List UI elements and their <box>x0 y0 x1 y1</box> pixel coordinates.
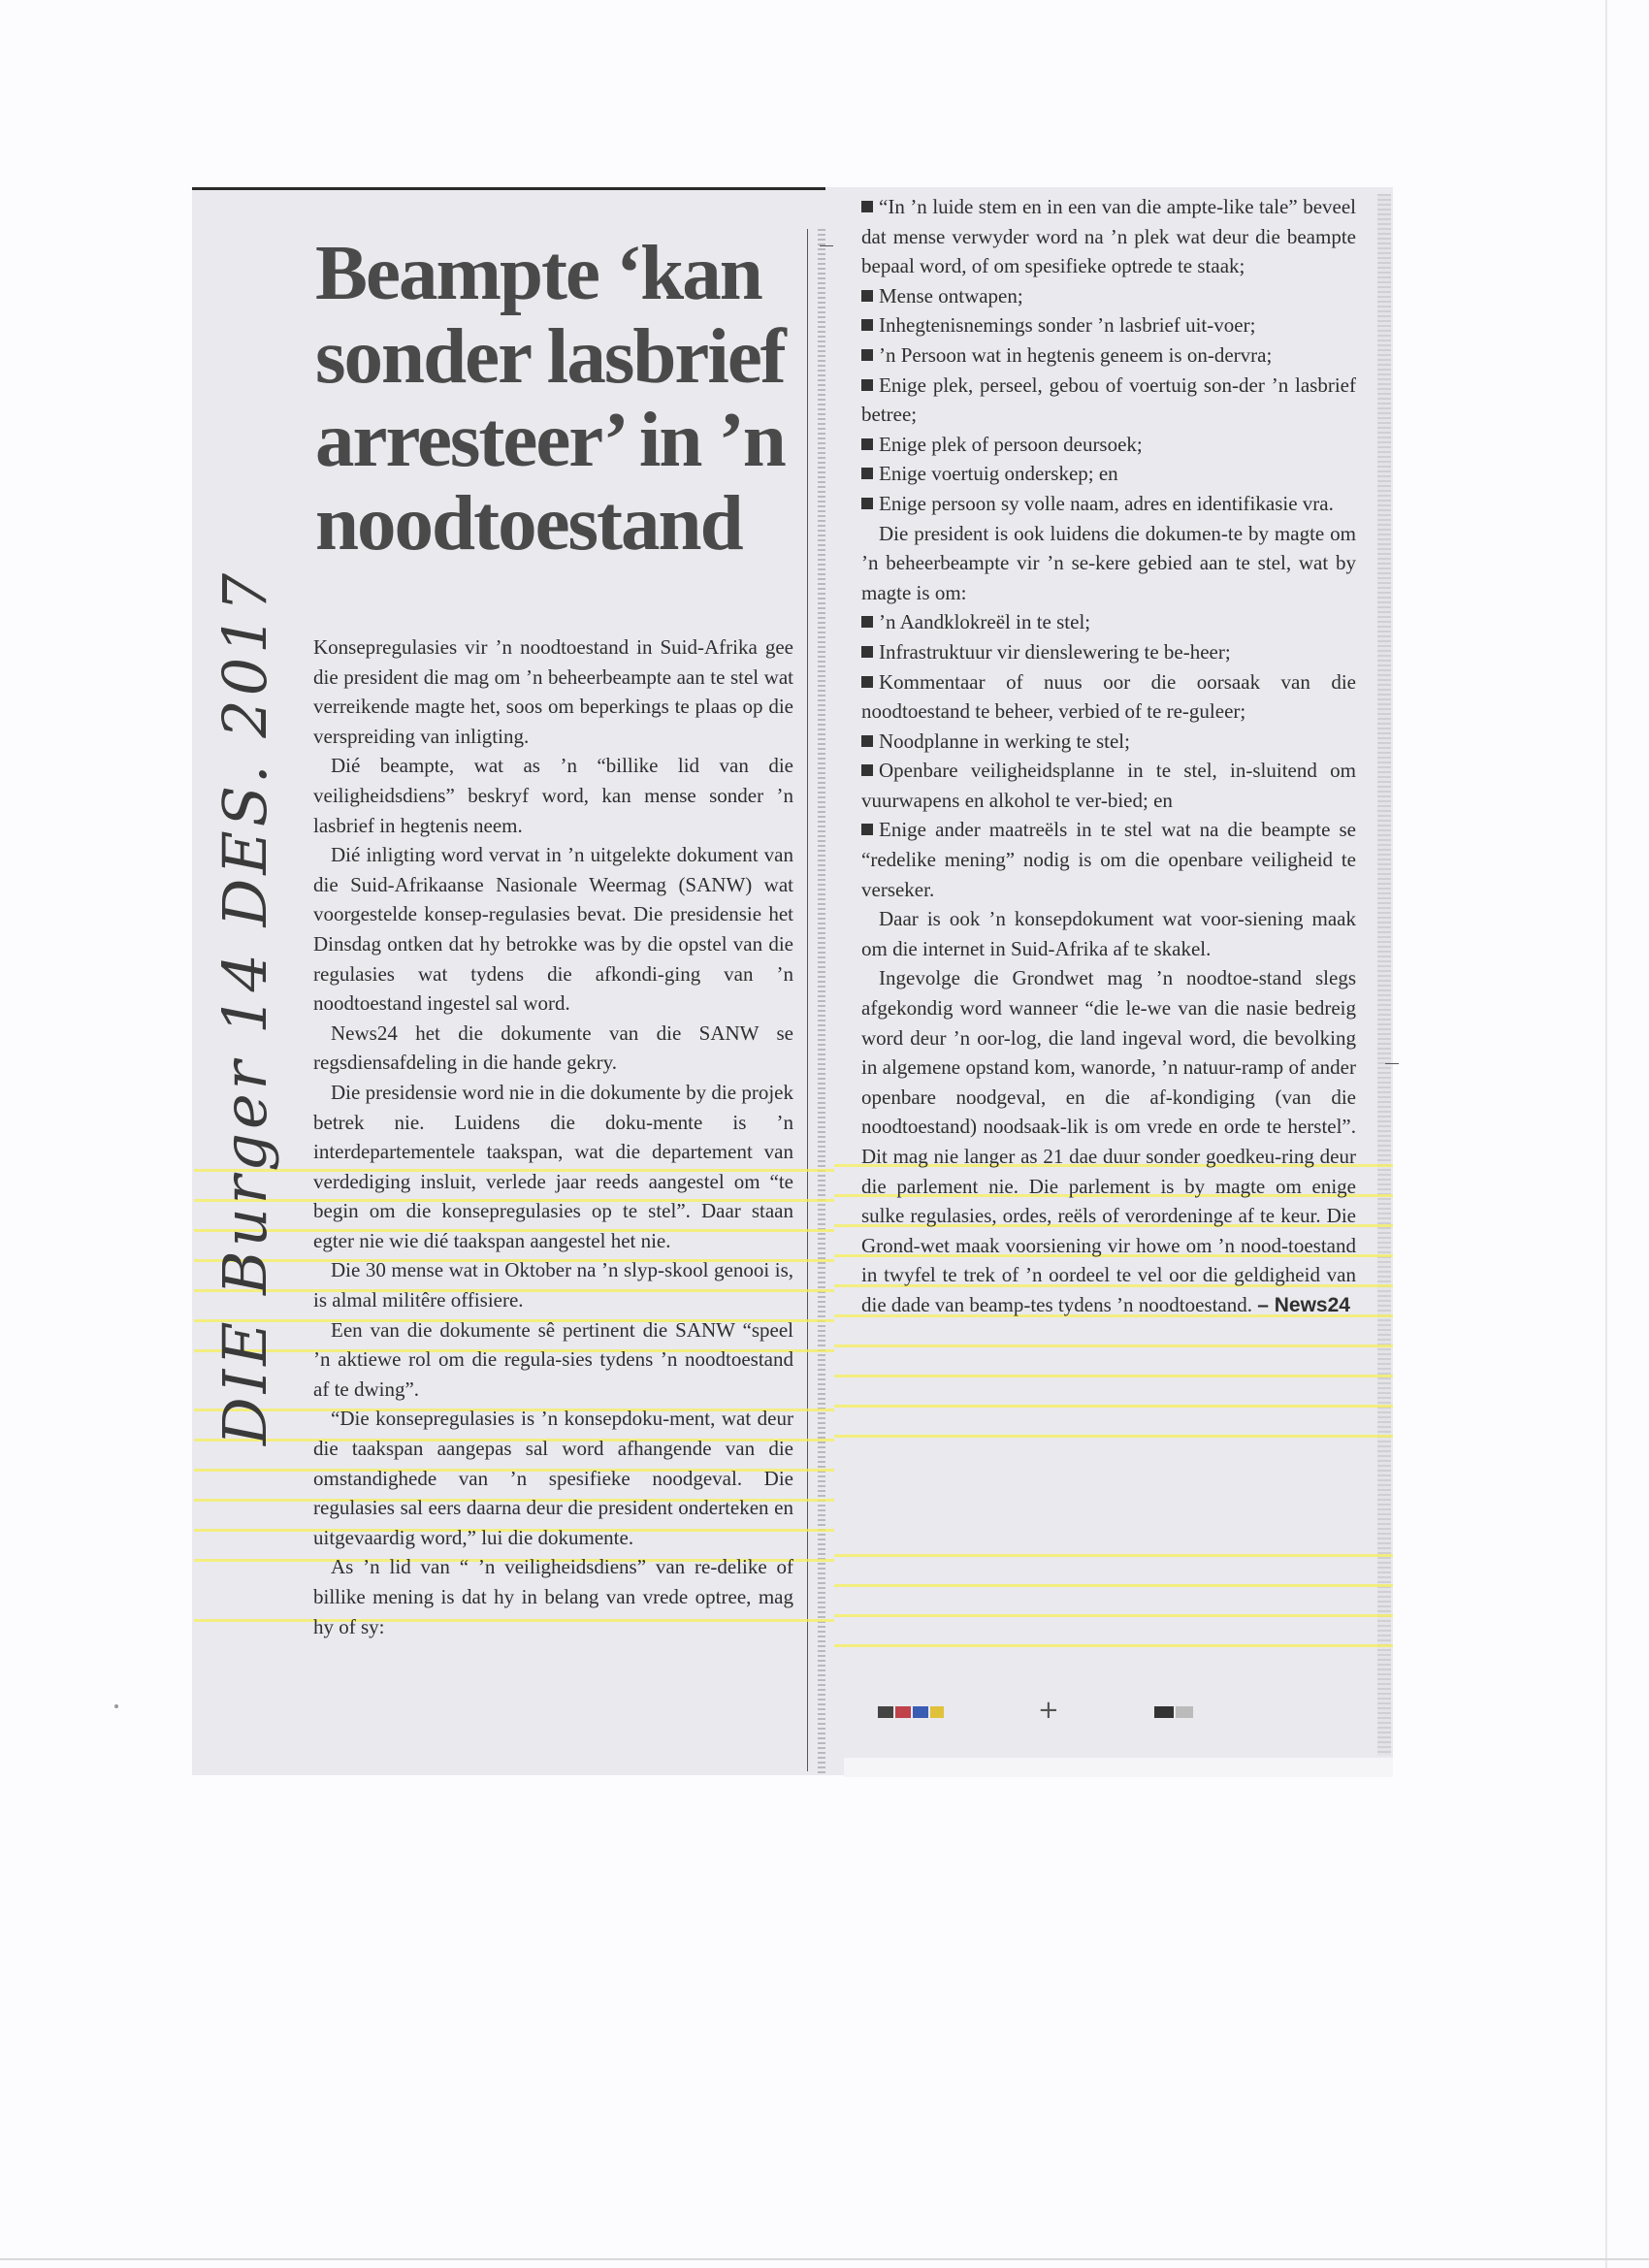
headline-line: Beampte ‘kan <box>315 229 761 316</box>
column-divider-dotted <box>818 229 825 1773</box>
list-item <box>861 281 1356 311</box>
list-item <box>861 371 1356 430</box>
color-registration-icon <box>878 1702 955 1720</box>
paragraph: Konsepregulasies vir ’n noodtoestand in Suid-Afrika gee die president die mag om ’n beheerbeampte aan te stel wat verreikende magte het, soos om beperkings te plaas op die verspreiding van inligting. <box>313 635 793 748</box>
list-item-text: Openbare veiligheidsplanne in te stel, in-sluitend om vuurwapens en alkohol te ver-bied; en <box>861 759 1356 812</box>
square-bullet-icon <box>861 201 873 212</box>
list-item-text: ’n Persoon wat in hegtenis geneem is on-dervra; <box>879 342 1273 367</box>
list-item <box>861 310 1356 340</box>
list-item <box>861 607 1356 637</box>
paragraph: Dié beampte, wat as ’n “billike lid van die veiligheidsdiens” beskryf word, kan mense sonder ’n lasbrief in hegtenis neem. <box>313 754 793 837</box>
paragraph: Die president is ook luidens die dokumen-te by magte om ’n beheerbeampte vir ’n se-kere gebied aan te stel, wat by magte is om: <box>861 521 1356 604</box>
paragraph: As ’n lid van “ ’n veiligheidsdiens” van re-delike of billike mening is dat hy in belang van vrede optree, mag hy of sy: <box>313 1555 793 1638</box>
grayscale-patch-icon <box>1154 1702 1212 1720</box>
highlighter-stroke <box>834 1435 1393 1438</box>
registration-cross-icon: + <box>1038 1696 1059 1725</box>
torn-paper-edge <box>844 1758 1393 1777</box>
column-divider <box>807 229 808 1771</box>
headline-line: arresteer’ in ’n <box>315 396 785 483</box>
square-bullet-icon <box>861 290 873 302</box>
list-item <box>861 667 1356 727</box>
list-item-text: Inhegtenisnemings sonder ’n lasbrief uit-voer; <box>879 313 1256 338</box>
divider-tick <box>1385 1063 1399 1064</box>
article-column-left <box>313 632 793 1641</box>
square-bullet-icon <box>861 319 873 331</box>
paragraph: Die presidensie word nie in die dokumente by die projek betrek nie. Luidens die doku-mente is ’n interdepartementele taakspan, wat die departement van verdediging insluit, verlede jaar reeds aangestel om “te begin om die konsepregulasies op te stel”. Daar staan egter nie wie dié taakspan aangestel het nie. <box>313 1080 793 1252</box>
list-item <box>861 727 1356 757</box>
highlighter-stroke <box>834 1584 1393 1587</box>
list-item-text: Kommentaar of nuus oor die oorsaak van die noodtoestand te beheer, verbied of te re-guleer; <box>861 669 1356 724</box>
headline-line: noodtoestand <box>315 479 742 567</box>
list-item-text: Enige persoon sy volle naam, adres en identifikasie vra. <box>879 491 1334 515</box>
highlighter-stroke <box>834 1644 1393 1647</box>
byline-signoff: – News24 <box>1257 1293 1350 1316</box>
square-bullet-icon <box>861 735 873 747</box>
square-bullet-icon <box>861 349 873 361</box>
list-item-text: Mense ontwapen; <box>879 283 1023 308</box>
list-item <box>861 637 1356 667</box>
paragraph: Een van die dokumente sê pertinent die SANW “speel ’n aktiewe rol om die regula-sies tydens ’n noodtoestand af te dwing”. <box>313 1317 793 1401</box>
handwritten-annotation: DIE Burger 14 DES. 2017 <box>210 568 280 1445</box>
highlighter-stroke <box>834 1345 1393 1347</box>
article-headline <box>315 231 800 565</box>
list-item <box>861 340 1356 371</box>
highlighter-stroke <box>834 1405 1393 1408</box>
paragraph: Daar is ook ’n konsepdokument wat voor-siening maak om die internet in Suid-Afrika af te skakel. <box>861 907 1356 960</box>
list-item-text: ’n Aandklokreël in te stel; <box>879 610 1091 634</box>
list-item-text: Enige plek, perseel, gebou of voertuig son-der ’n lasbrief betree; <box>861 373 1356 427</box>
list-item <box>861 430 1356 460</box>
paragraph-text: Ingevolge die Grondwet mag ’n noodtoe-stand slegs afgekondig word wanneer “die le-we van die nasie bedreig word deur ’n oor-log, die land ingeval word, die bevolking in algemene opstand kom, wanorde, ’n natuur-ramp of ander openbare noodgeval, en die af-kondiging (van die noodtoestand) noodsaak-lik is om vrede en orde te herstel”. Dit mag nie langer as 21 dae duur sonder goedkeu-ring deur die parlement nie. Die parlement is by magte om enige sulke regulasies, ordes, reëls of verordeninge af te keur. Die Grond-wet maak voorsiening vir howe om ’n nood-toestand in twyfel te trek of ’n oordeel te vel oor die geldigheid van die dade van beamp-tes tydens ’n noodtoestand. <box>861 966 1356 1316</box>
highlighter-stroke <box>834 1375 1393 1377</box>
list-item-text: Enige ander maatreëls in te stel wat na die beampte se “redelike mening” nodig is om die openbare veiligheid te verseker. <box>861 818 1356 901</box>
print-color-bar <box>878 1702 955 1720</box>
print-gray-bar <box>1154 1702 1212 1720</box>
highlighter-stroke <box>834 1614 1393 1617</box>
list-item <box>861 756 1356 815</box>
square-bullet-icon <box>861 764 873 776</box>
headline-line: sonder lasbrief <box>315 312 785 400</box>
list-item <box>861 192 1356 281</box>
paragraph <box>861 963 1356 1320</box>
paragraph: News24 het die dokumente van die SANW se regsdiensafdeling in die hande gekry. <box>313 1021 793 1075</box>
paragraph: Dié inligting word vervat in ’n uitgelekte dokument van die Suid-Afrikaanse Nasionale Weermag (SANW) wat voorgestelde konsep-regulasies bevat. Die presidensie het Dinsdag ontken dat hy betrokke was by die opstel van die regulasies wat tydens die afkondi-ging van ’n noodtoestand ingestel sal word. <box>313 843 793 1016</box>
highlighter-stroke <box>834 1554 1393 1557</box>
square-bullet-icon <box>861 498 873 509</box>
paragraph: Die 30 mense wat in Oktober na ’n slyp-skool genooi is, is almal militêre offisiere. <box>313 1258 793 1312</box>
square-bullet-icon <box>861 379 873 391</box>
square-bullet-icon <box>861 646 873 658</box>
square-bullet-icon <box>861 438 873 450</box>
paragraph: “Die konsepregulasies is ’n konsepdoku-ment, wat deur die taakspan aangepas sal word afhangende van die omstandighede van ’n spesifieke noodgeval. Die regulasies sal eers daarna deur die president onderteken en uitgevaardig word,” lui die dokumente. <box>313 1407 793 1549</box>
adjacent-column-strip <box>1377 194 1391 1756</box>
scan-edge-right <box>1605 0 1607 2268</box>
list-item <box>861 459 1356 489</box>
divider-tick <box>820 245 833 246</box>
article-column-right <box>861 192 1356 1321</box>
list-item <box>861 489 1356 519</box>
square-bullet-icon <box>861 824 873 835</box>
list-item-text: “In ’n luide stem en in een van die ampte-like tale” beveel dat mense verwyder word na ’n plek wat deur die beampte bepaal word, of om spesifieke optrede te staak; <box>861 195 1356 278</box>
list-item-text: Noodplanne in werking te stel; <box>879 729 1130 753</box>
top-rule <box>192 187 825 190</box>
list-item-text: Enige plek of persoon deursoek; <box>879 432 1143 456</box>
square-bullet-icon <box>861 616 873 628</box>
list-item-text: Enige voertuig onderskep; en <box>879 462 1118 486</box>
square-bullet-icon <box>861 676 873 688</box>
list-item-text: Infrastruktuur vir dienslewering te be-heer; <box>879 639 1231 664</box>
square-bullet-icon <box>861 468 873 479</box>
scan-edge-bottom <box>0 2258 1649 2260</box>
list-item <box>861 815 1356 904</box>
dust-speck <box>114 1704 118 1708</box>
